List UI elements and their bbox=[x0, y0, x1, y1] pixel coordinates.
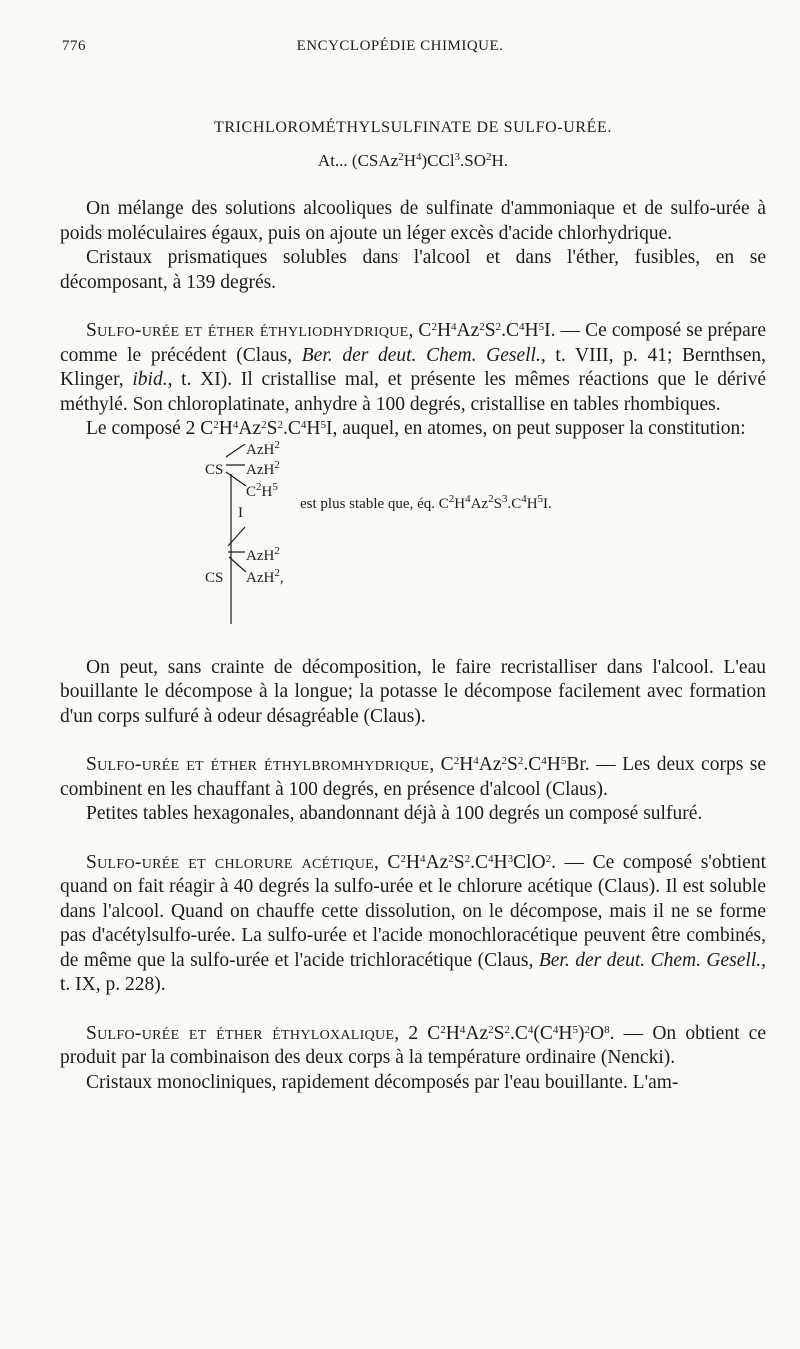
page-body bbox=[60, 116, 766, 1095]
cs-label: CS bbox=[205, 569, 224, 586]
paragraph-recrystallisation: On peut, sans crainte de décomposition, le faire recristalliser dans l'alcool. L'eau bouillante le décompose à la longue; la potasse le décompose facilement avec formation d'un corps sulfuré à odeur désagréable (Claus). bbox=[60, 656, 766, 727]
reference: ibid. bbox=[132, 369, 168, 390]
iodine-label: I bbox=[238, 504, 243, 521]
cs-label: CS bbox=[205, 461, 224, 478]
group-azh2: AzH$^2$ bbox=[246, 438, 280, 458]
entry-chlorure-acetique: Sulfo-urée et chlorure acétique, $C^2H^4Az^2S^2.C^4H^3ClO^2$. — Ce composé s'obtient quand on fait réagir à 40 degrés la sulfo-urée et le chlorure acétique (Claus). Il est soluble dans l'alcool. Quand on chauffe cette dissolution, on le décompose, mais il ne se forme pas d'acétylsulfo-urée. La sulfo-urée et l'acide monochloracétique peuvent être combinés, de même que la sulfo-urée et l'acide trichloracétique (Claus, Ber. der deut. Chem. Gesell., t. IX, p. 228). bbox=[60, 851, 766, 995]
group-azh2: AzH$^2$, bbox=[246, 566, 284, 586]
section-title: TRICHLOROMÉTHYLSULFINATE DE SULFO-URÉE. bbox=[213, 119, 613, 136]
page-header bbox=[60, 34, 740, 58]
paragraph-hexagonal: Petites tables hexagonales, abandonnant déjà à 100 degrés un composé sulfuré. bbox=[86, 803, 703, 824]
group-azh2: AzH$^2$ bbox=[246, 544, 280, 564]
entry-heading: Sulfo-urée et éther éthylbromhydrique bbox=[86, 754, 430, 775]
structural-formula-diagram bbox=[60, 438, 766, 644]
running-title: ENCYCLOPÉDIE CHIMIQUE. bbox=[296, 38, 504, 54]
formula-prefix: At... bbox=[317, 150, 352, 170]
paragraph-crystals: Cristaux prismatiques solubles dans l'alcool et dans l'éther, fusibles, en se décomposant, à 139 degrés. bbox=[60, 247, 766, 293]
entry-heading: Sulfo-urée et éther éthyliodhydrique bbox=[86, 320, 409, 341]
group-azh2: AzH$^2$ bbox=[246, 458, 280, 478]
paragraph-constitution: Le composé 2 $C^2H^4Az^2S^2.C^4H^5I$, auquel, en atomes, on peut supposer la constitution: bbox=[86, 418, 746, 439]
reference: Ber. der deut. Chem. Gesell. bbox=[538, 949, 762, 971]
paragraph-monoclinic: Cristaux monocliniques, rapidement décomposés par l'eau bouillante. L'am- bbox=[86, 1071, 679, 1093]
entry-heading: Sulfo-urée et éther éthyloxalique bbox=[86, 1022, 395, 1044]
group-c2h5: $C^2H^5$ bbox=[246, 480, 278, 500]
paragraph-preparation: On mélange des solutions alcooliques de sulfinate d'ammoniaque et de sulfo-urée à poids moléculaires égaux, puis on ajoute un léger excès d'acide chlorhydrique. bbox=[60, 198, 766, 244]
page-number: 776 bbox=[62, 38, 86, 54]
reference: Ber. der deut. Chem. Gesell. bbox=[301, 344, 541, 366]
section-formula: At... $(CSAz^2H^4)CCl^3.SO^2H$. bbox=[317, 150, 509, 170]
entry-ethylbromhydrique: Sulfo-urée et éther éthylbromhydrique, $C^2H^4Az^2S^2.C^4H^5Br$. — Les deux corps se combinent en les chauffant à 100 degrés, en présence d'alcool (Claus). bbox=[60, 754, 766, 800]
stability-comparison: est plus stable que, éq. $C^2H^4Az^2S^3.C^4H^5I$. bbox=[300, 492, 552, 512]
entry-ethyliodhydrique: Sulfo-urée et éther éthyliodhydrique, $C^2H^4Az^2S^2.C^4H^5I$. — Ce composé se prépare comme le précédent (Claus, Ber. der deut. Chem. Gesell., t. VIII, p. 41; Bernthsen, Klinger, ibid., t. XI). Il cristallise mal, et présente les mêmes réactions que le dérivé méthylé. Son chloroplatinate, anhydre à 100 degrés, cristallise en tables rhombiques. bbox=[60, 320, 766, 415]
entry-heading: Sulfo-urée et chlorure acétique bbox=[86, 851, 374, 873]
entry-ethyloxalique: Sulfo-urée et éther éthyloxalique, 2 $C^2H^4Az^2S^2.C^4(C^4H^5)^2O^8$. — On obtient ce produit par la combinaison des deux corps à la température ordinaire (Nencki). bbox=[60, 1022, 766, 1068]
